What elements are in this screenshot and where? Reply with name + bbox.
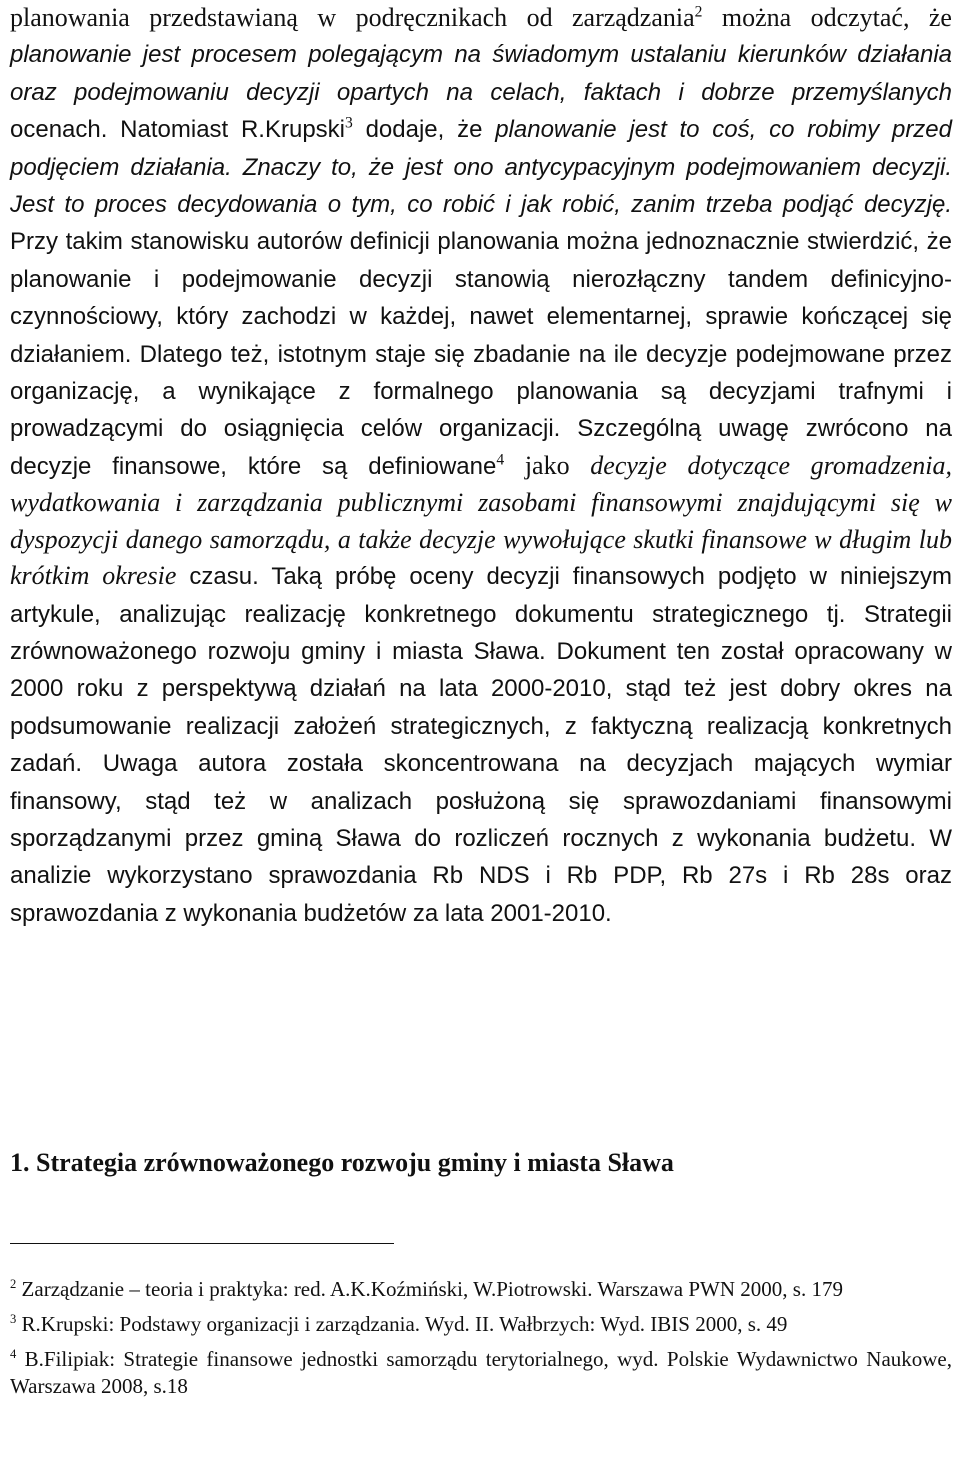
footnote	[10, 1346, 952, 1400]
text-run: Przy takim stanowisku autorów definicji planowania można jednoznacznie stwierdzić, że planowanie i podejmowanie decyzji stanowią nierozłączny tandem definicyjno-czynnościowy, który zachodzi w każdej, nawet elementarnej, sprawie kończącej się działaniem. Dlatego też, istotnym staje się zbadanie na ile decyzje podejmowane przez organizację, a wynikające z formalnego planowania są decyzjami trafnymi i prowadzącymi do osiągnięcia celów organizacji. Szczególną uwagę zwrócono na decyzje finansowe, które są definiowane	[10, 228, 952, 480]
body-paragraph	[10, 0, 952, 932]
footnote-number: 3	[10, 1312, 17, 1326]
section-heading: 1. Strategia zrównoważonego rozwoju gminy i miasta Sława	[10, 1148, 674, 1177]
document-page	[10, 0, 953, 1398]
footnote	[10, 1276, 952, 1303]
footnotes	[10, 1276, 952, 1408]
footnote-text: B.Filipiak: Strategie finansowe jednostki samorządu terytorialnego, wyd. Polskie Wydawnictwo Naukowe, Warszawa 2008, s.18	[10, 1347, 952, 1398]
footnote-separator	[10, 1243, 394, 1244]
footnote-ref-4: 4	[496, 451, 505, 469]
text-run: ocenach. Natomiast R.Krupski	[10, 116, 346, 144]
footnote	[10, 1311, 952, 1338]
footnote-number: 2	[10, 1277, 17, 1291]
quoted-definition: planowanie jest to coś, co robimy przed podjęciem działania. Znaczy to, że jest ono antycypacyjnym podejmowaniem decyzji. Jest to proces decydowania o tym, co robić i jak robić, zanim trzeba podjąć decyzję.	[10, 116, 953, 219]
text-run: planowania przedstawianą w podręcznikach od zarządzania	[10, 3, 695, 32]
footnote-text: Zarządzanie – teoria i praktyka: red. A.K.Koźmiński, W.Piotrowski. Warszawa PWN 2000, s. 179	[16, 1277, 843, 1301]
text-run: czasu. Taką próbę oceny decyzji finansowych podjęto w niniejszym artykule, analizując realizację konkretnego dokumentu strategicznego tj. Strategii zrównoważonego rozwoju gminy i miasta Sława. Dokument ten został opracowany w 2000 roku z perspektywą działań na lata 2000-2010, stąd też jest dobry okres na podsumowanie realizacji założeń strategicznych, z faktyczną realizacją konkretnych zadań. Uwaga autora została skoncentrowana na decyzjach mających wymiar finansowy, stąd też w analizach posłużoną się sprawozdaniami finansowymi sporządzanymi przez gminą Sława do rozliczeń rocznych z wykonania budżetu. W analizie wykorzystano sprawozdania Rb NDS i Rb PDP, Rb 27s i Rb 28s oraz sprawozdania z wykonania budżetów za lata 2001-2010.	[10, 563, 952, 927]
quoted-definition: decyzje dotyczące gromadzenia, wydatkowania i zarządzania publicznymi zasobami finansowymi znajdującymi się w dyspozycji danego samorządu, a także decyzje wywołujące skutki finansowe w długim lub krótkim okresie	[10, 450, 952, 591]
footnote-number: 4	[10, 1347, 17, 1361]
footnote-ref-3: 3	[345, 114, 353, 132]
footnote-text: R.Krupski: Podstawy organizacji i zarządzania. Wyd. II. Wałbrzych: Wyd. IBIS 2000, s. 49	[16, 1312, 788, 1336]
quoted-definition: planowanie jest procesem polegającym na świadomym ustalaniu kierunków działania oraz podejmowaniu decyzji opartych na celach, faktach i dobrze przemyślanych	[10, 41, 952, 106]
text-run: można odczytać, że	[702, 3, 952, 32]
text-run: jako	[504, 450, 591, 480]
footnote-ref-2: 2	[694, 3, 703, 21]
text-run: dodaje, że	[352, 116, 496, 144]
